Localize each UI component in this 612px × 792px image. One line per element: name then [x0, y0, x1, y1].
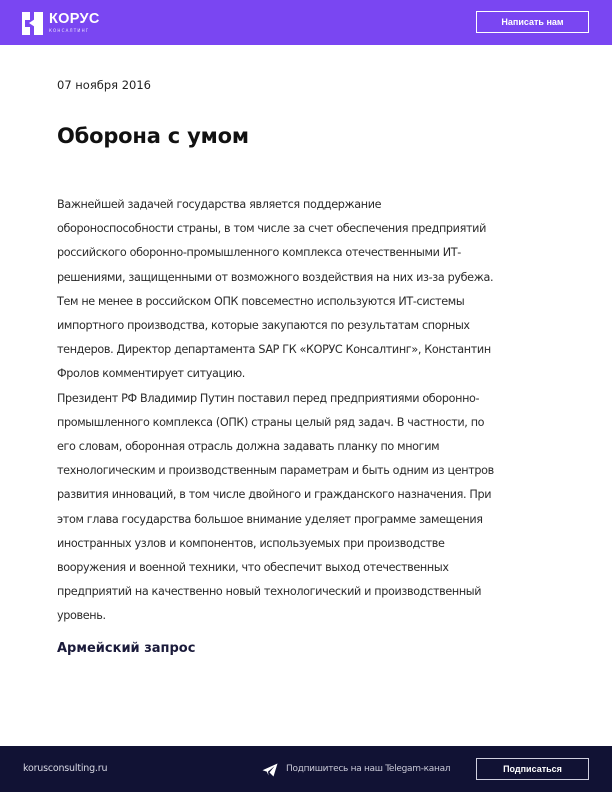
body-line: российского оборонно-промышленного комплекса отечественными ИТ- [57, 246, 461, 260]
article-body [57, 193, 557, 629]
body-line: решениями, защищенными от возможного воздействия на них из-за рубежа. [57, 270, 494, 284]
body-line: уровень. [57, 609, 106, 623]
body-line: предприятий на качественно новый технологический и производственный [57, 585, 482, 599]
logo-name: КОРУС [49, 11, 100, 27]
body-line: этом глава государства большое внимание уделяет программе замещения [57, 512, 483, 526]
korus-logo-icon [22, 12, 44, 35]
body-line: тендеров. Директор департамента SAP ГК «КОРУС Консалтинг», Константин [57, 343, 491, 357]
section-heading: Армейский запрос [57, 641, 196, 656]
body-line: технологическим и производственным параметрам и быть одним из центров [57, 464, 494, 478]
write-us-button[interactable]: Написать нам [476, 11, 589, 33]
body-line: обороноспособности страны, в том числе за счет обеспечения предприятий [57, 222, 486, 236]
article-title: Оборона с умом [57, 124, 249, 148]
body-line: Важнейшей задачей государства является поддержание [57, 198, 382, 211]
body-line: Президент РФ Владимир Путин поставил перед предприятиями оборонно- [57, 391, 480, 405]
logo-subtitle: КОНСАЛТИНГ [49, 28, 90, 33]
site-header [0, 0, 612, 45]
body-line: Тем не менее в российском ОПК повсеместно используются ИТ-системы [57, 294, 465, 308]
telegram-subscribe-text[interactable]: Подпишитесь на наш Telegam-канал [286, 764, 451, 774]
site-footer [0, 746, 612, 792]
body-line: Фролов комментирует ситуацию. [57, 367, 245, 381]
subscribe-button[interactable]: Подписаться [476, 758, 589, 780]
telegram-icon[interactable] [262, 763, 278, 777]
body-line: развития инноваций, в том числе двойного и гражданского назначения. При [57, 488, 492, 502]
article-date: 07 ноября 2016 [57, 78, 151, 92]
body-line: импортного производства, которые закупаются по результатам спорных [57, 319, 470, 333]
body-line: вооружения и военной техники, что обеспечит выход отечественных [57, 561, 449, 575]
korus-logo[interactable] [22, 11, 100, 35]
body-line: его словам, оборонная отрасль должна задавать планку по многим [57, 440, 440, 454]
body-line: промышленного комплекса (ОПК) страны целый ряд задач. В частности, по [57, 415, 485, 429]
site-link[interactable]: korusconsulting.ru [23, 763, 108, 774]
body-line: иностранных узлов и компонентов, используемых при производстве [57, 536, 445, 550]
